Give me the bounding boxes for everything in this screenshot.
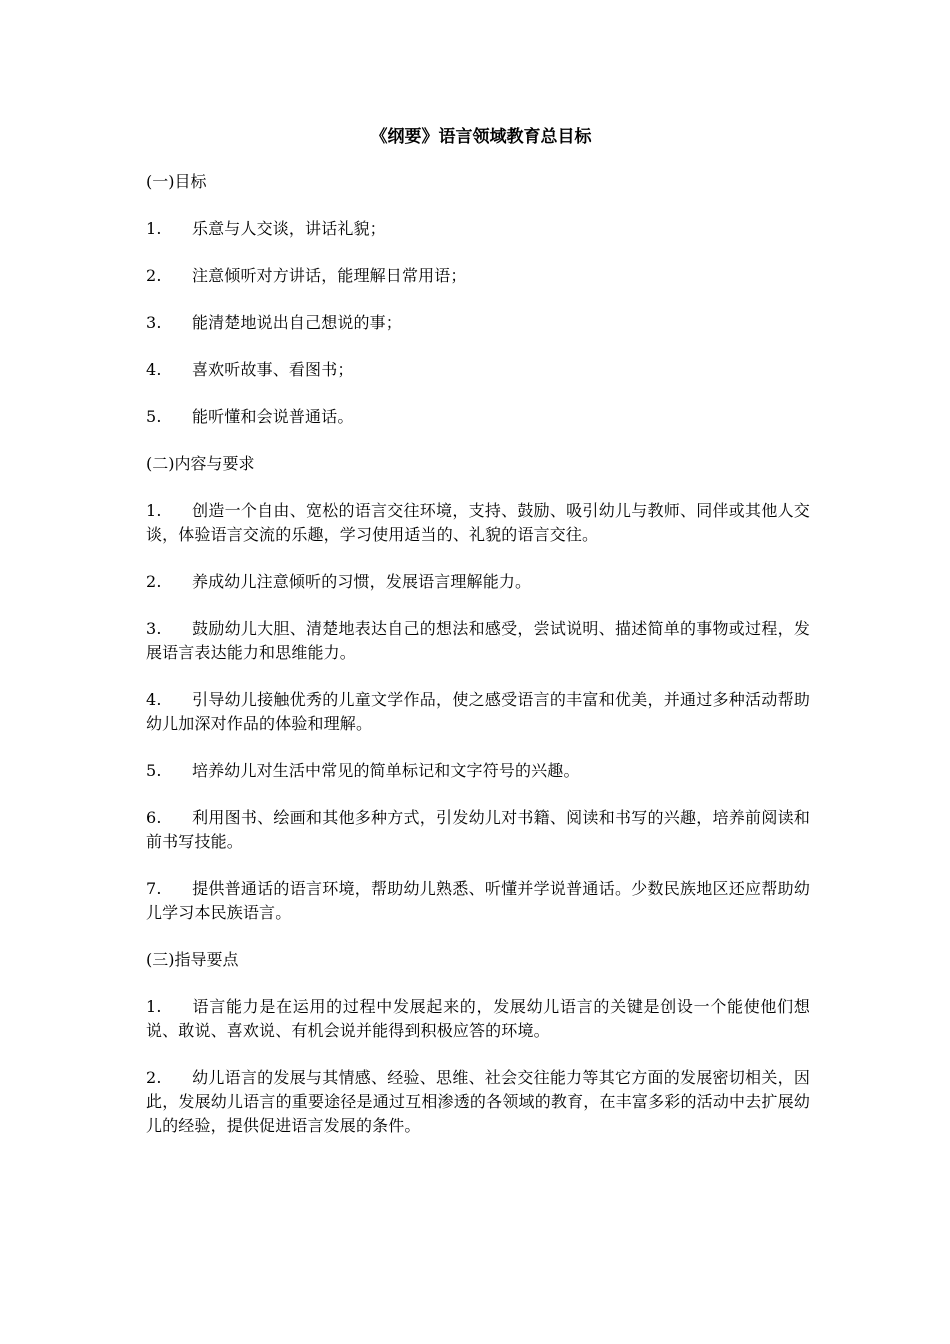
list-item <box>146 311 810 335</box>
item-text: 鼓励幼儿大胆、清楚地表达自己的想法和感受，尝试说明、描述简单的事物或过程，发展语言表达能力和思维能力。 <box>146 619 810 662</box>
section-heading-content: (二)内容与要求 <box>146 454 255 473</box>
list-item <box>146 759 810 783</box>
item-number: 4. <box>146 690 162 709</box>
item-text: 语言能力是在运用的过程中发展起来的，发展幼儿语言的关键是创设一个能使他们想说、敢说、喜欢说、有机会说并能得到积极应答的环境。 <box>146 997 810 1040</box>
list-item <box>146 688 810 736</box>
item-number: 4. <box>146 360 162 379</box>
item-text: 引导幼儿接触优秀的儿童文学作品，使之感受语言的丰富和优美，并通过多种活动帮助幼儿加深对作品的体验和理解。 <box>146 690 810 733</box>
item-text: 注意倾听对方讲话，能理解日常用语； <box>192 266 467 285</box>
item-number: 3. <box>146 313 162 332</box>
item-text: 利用图书、绘画和其他多种方式，引发幼儿对书籍、阅读和书写的兴趣，培养前阅读和前书写技能。 <box>146 808 810 851</box>
item-number: 2. <box>146 266 162 285</box>
item-number: 7. <box>146 879 162 898</box>
list-item <box>146 877 810 925</box>
item-text: 乐意与人交谈，讲话礼貌； <box>192 219 386 238</box>
item-number: 5. <box>146 407 162 426</box>
item-number: 1. <box>146 997 162 1016</box>
list-item <box>146 995 810 1043</box>
item-text: 能清楚地说出自己想说的事； <box>192 313 402 332</box>
item-text: 培养幼儿对生活中常见的简单标记和文字符号的兴趣。 <box>192 761 580 780</box>
item-number: 2. <box>146 572 162 591</box>
item-number: 1. <box>146 219 162 238</box>
list-item <box>146 570 810 594</box>
item-number: 6. <box>146 808 162 827</box>
item-text: 养成幼儿注意倾听的习惯，发展语言理解能力。 <box>192 572 532 591</box>
item-number: 2. <box>146 1068 162 1087</box>
item-text: 幼儿语言的发展与其情感、经验、思维、社会交往能力等其它方面的发展密切相关，因此，发展幼儿语言的重要途径是通过互相渗透的各领域的教育，在丰富多彩的活动中去扩展幼儿的经验，提供促进语言发展的条件。 <box>146 1068 810 1135</box>
list-item <box>146 499 810 547</box>
item-number: 1. <box>146 501 162 520</box>
list-item <box>146 217 810 241</box>
item-text: 提供普通话的语言环境，帮助幼儿熟悉、听懂并学说普通话。少数民族地区还应帮助幼儿学习本民族语言。 <box>146 879 810 922</box>
list-item <box>146 617 810 665</box>
list-item <box>146 806 810 854</box>
section-heading-guidance: (三)指导要点 <box>146 950 239 969</box>
item-number: 3. <box>146 619 162 638</box>
item-text: 能听懂和会说普通话。 <box>192 407 354 426</box>
list-item <box>146 1066 810 1138</box>
list-item <box>146 358 810 382</box>
list-item <box>146 264 810 288</box>
item-text: 喜欢听故事、看图书； <box>192 360 354 379</box>
item-text: 创造一个自由、宽松的语言交往环境，支持、鼓励、吸引幼儿与教师、同伴或其他人交谈，体验语言交流的乐趣，学习使用适当的、礼貌的语言交往。 <box>146 501 810 544</box>
list-item <box>146 405 810 429</box>
document-page <box>146 124 810 1161</box>
section-heading-goals: (一)目标 <box>146 172 207 191</box>
item-number: 5. <box>146 761 162 780</box>
document-title: 《纲要》语言领域教育总目标 <box>370 127 592 147</box>
